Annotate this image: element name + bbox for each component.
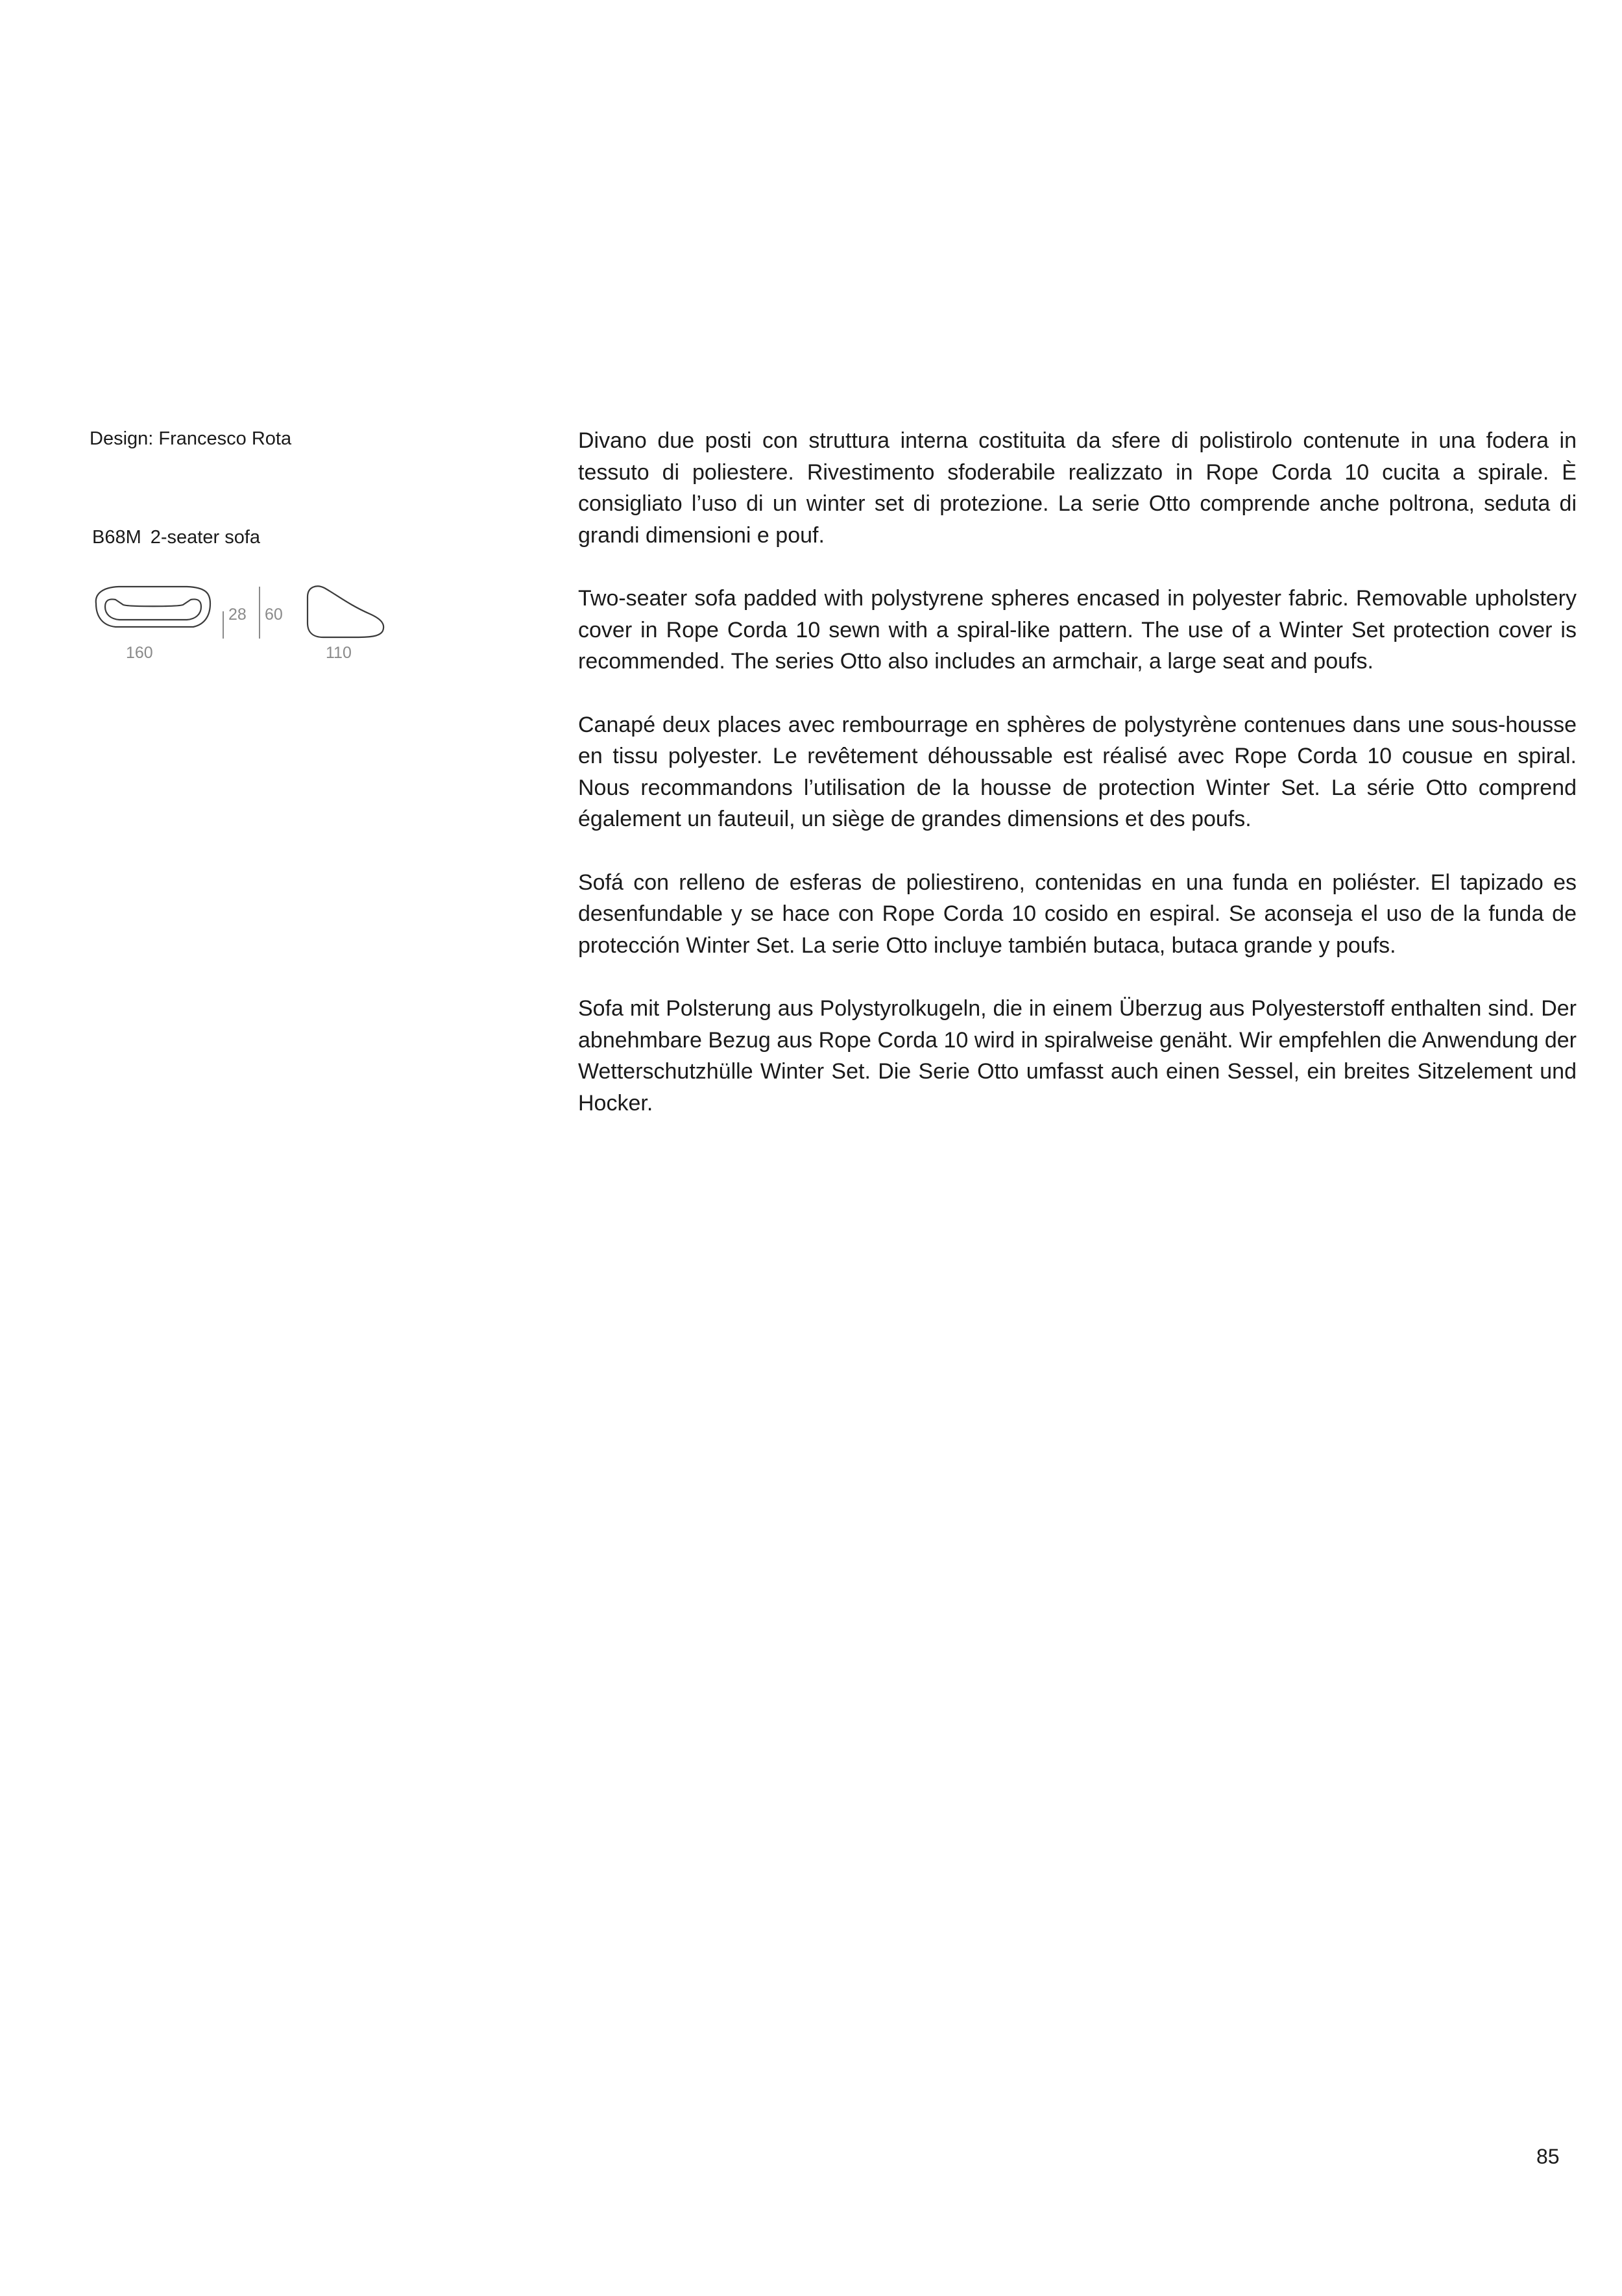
width-dimension-label: 160 [126, 644, 153, 662]
product-code: B68M [92, 527, 141, 548]
designer-credit: Design: Francesco Rota [90, 428, 292, 449]
product-name: 2-seater sofa [150, 527, 261, 548]
description-italian: Divano due posti con struttura interna costituita da sfere di polistirolo contenute in una fodera in tessuto di poliestere. Rivestimento sfoderabile realizzato in Rope Corda 10 cucita a spirale. È consigliato l’uso di un winter set di protezione. La serie Otto comprende anche poltrona, seduta di grandi dimensioni e pouf. [578, 428, 1577, 548]
height-dimension-label: 60 [265, 605, 283, 624]
sofa-front-view-seat-line [105, 599, 201, 620]
description-spanish: Sofá con relleno de esferas de poliestireno, contenidas en una funda en poliéster. El tapizado es desenfundable y se hace con Rope Corda 10 cosido en espiral. Se aconseja el uso de la funda de protección Winter Set. La serie Otto incluye también butaca, butaca grande y poufs. [578, 870, 1577, 958]
product-technical-drawing [90, 571, 401, 675]
product-title [92, 527, 260, 548]
seat-height-dimension-label: 28 [228, 605, 247, 624]
sofa-side-view-outline [308, 586, 383, 637]
page-number: 85 [1536, 2145, 1560, 2168]
description-column [578, 425, 1577, 1151]
depth-dimension-label: 110 [326, 644, 352, 662]
description-german: Sofa mit Polsterung aus Polystyrolkugeln, die in einem Überzug aus Polyesterstoff enthalten sind. Der abnehmbare Bezug aus Rope Corda 10 wird in spiralweise genäht. Wir empfehlen die Anwendung der Wetterschutzhülle Winter Set. Die Serie Otto umfasst auch einen Sessel, ein breites Sitzelement und Hocker. [578, 996, 1577, 1116]
description-english: Two-seater sofa padded with polystyrene spheres encased in polyester fabric. Removable upholstery cover in Rope Corda 10 sewn with a spiral-like pattern. The use of a Winter Set protection cover is recommended. The series Otto also includes an armchair, a large seat and poufs. [578, 586, 1577, 674]
description-french: Canapé deux places avec rembourrage en sphères de polystyrène contenues dans une sous-housse en tissu polyester. Le revêtement déhoussable est réalisé avec Rope Corda 10 cousue en spiral. Nous recommandons l’utilisation de la housse de protection Winter Set. La série Otto comprend également un fauteuil, un siège de grandes dimensions et des poufs. [578, 712, 1577, 831]
